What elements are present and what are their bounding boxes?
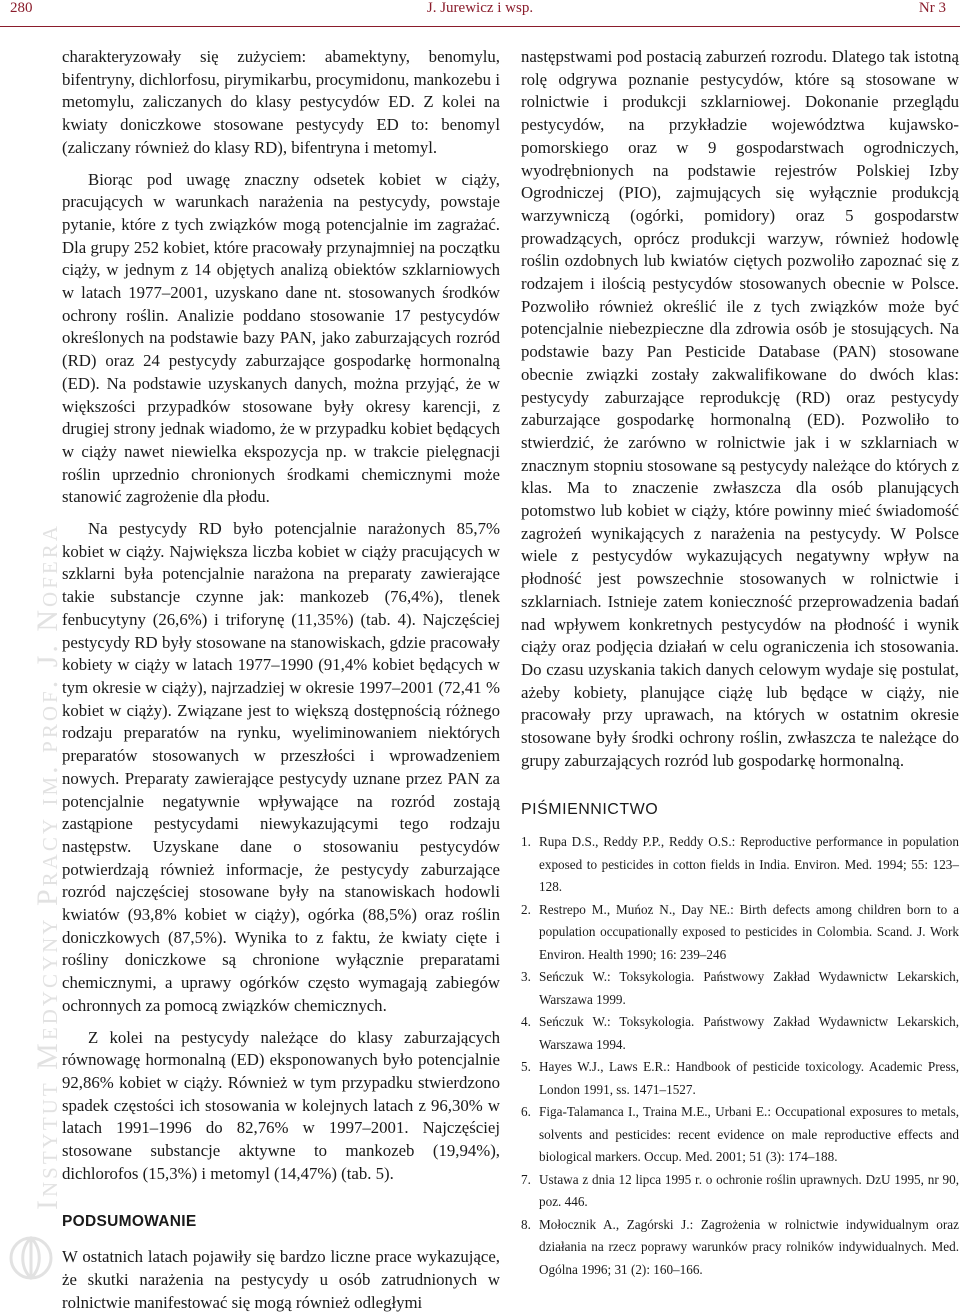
reference-item [521,1011,959,1056]
reference-number: 2. [521,901,531,917]
reference-text: Rupa D.S., Reddy P.P., Reddy O.S.: Reproductive performance in population exposed to pesticides in cotton fields in India. Environ. Med. 1994; 55: 123–128. [539,834,959,895]
watermark-text: Instytut Medycyny Pracy im. prof. J. Nofera [31,523,64,1210]
header-rule [0,26,960,27]
reference-number: 6. [521,1104,531,1120]
page-header [0,0,960,34]
left-column [62,46,500,1314]
reference-item [521,899,959,967]
reference-text: Figa-Talamanca I., Traina M.E., Urbani E.: Occupational exposures to metals, solvents and pesticides: recent evidence on male reproductive effects and biological markers. Occup. Med. 2001; 51 (3): 174–188. [539,1104,959,1165]
sidebar-watermark [8,523,64,1210]
reference-list [521,831,959,1281]
institute-logo-icon [6,1212,56,1282]
reference-number: 1. [521,834,531,850]
reference-number: 5. [521,1059,531,1075]
reference-text: Ustawa z dnia 12 lipca 1995 r. o ochronie roślin uprawnych. DzU 1995, nr 90, poz. 446. [539,1171,959,1210]
paragraph: Na pestycydy RD było potencjalnie narażonych 85,7% kobiet w ciąży. Największa liczba kobiet w ciąży pracujących w szklarni była potencjalnie narażona na preparaty zawierające takie substancje czynne jak: mankozeb (76,4%), tlenek fenbucytyny (26,6%) i triforynę (11,35%) (tab. 4). Najczęściej pestycydy RD były stosowane na stanowiskach, gdzie pracowały kobiety w ciąży w latach 1977–1990 (91,4% kobiet będących w tym okresie w ciąży), najrzadziej w okresie 1997–2001 (72,41 % kobiet w ciąży). Związane jest to większą dostępnością różnego rodzaju preparatów na rynku, wyeliminowaniem niektórych preparatów stosowanych w przeszłości i wprowadzeniem nowych. Preparaty zawierające pestycydy uznane przez PAN za potencjalnie negatywnie wpływające na rozród zostają zastąpione pestycydami niewykazującymi tego rodzaju następstw. Uzyskane dane o stosowaniu pestycydów potwierdzają również informacje, że pestycydy zaburzające rozród najczęściej stosowane były na stanowiskach hodowli kwiatów (93,8% kobiet w ciąży), ogórka (88,5%) oraz roślin doniczkowych (87,5%). Wynika to z faktu, że kwiaty cięte i rośliny doniczkowe są chronione wyłącznie preparatami chemicznymi, a uprawy ogórków często wymagają zabiegów ochronnych za pomocą związków chemicznych. [62,519,500,1015]
section-heading-summary: PODSUMOWANIE [62,1213,197,1231]
page-number: 280 [10,0,33,16]
section-heading-references: PIŚMIENNICTWO [521,800,659,818]
paragraph: W ostatnich latach pojawiły się bardzo liczne prace wykazujące, że skutki narażenia na pestycydy u osób zatrudnionych w rolnictwie manifestować się mogą również odległymi [62,1247,500,1312]
reference-item [521,1214,959,1282]
paragraph: następstwami pod postacią zaburzeń rozrodu. Dlatego tak istotną rolę odgrywa poznanie pestycydów, które są stosowane w rolnictwie i produkcji szklarniowej. Dokonanie przeglądu pestycydów, na przykładzie województwa kujawsko-pomorskiego oraz w 9 gospodarstwach ogrodniczych, wyodrębnionych na podstawie rejestrów Polskiej Izby Ogrodniczej (PIO), zajmujących się wyłącznie produkcją warzywniczą (ogórki, pomidory) oraz 5 gospodarstw prowadzących, oprócz produkcji warzyw, również hodowlę roślin ozdobnych lub kwiatów ciętych pozwoliło zapoznać się z rodzajem i ilością pestycydów stosowanych obecnie w Polsce. Pozwoliło również określić ile z tych związków może być potencjalnie niebezpieczne dla zdrowia osób je stosujących. Na podstawie bazy Pan Pesticide Database (PAN) stosowane obecnie związki zostały zakwalifikowane do dwóch klas: pestycydy zaburzające reprodukcję (RD) oraz pestycydy zaburzające gospodarkę hormonalną (ED). Pozwoliło to stwierdzić, że zarówno w rolnictwie jak i w szklarniach w znacznym stopniu stosowane są pestycydy należące do których z klas. Ma to znaczenie zwłaszcza dla osób planujących potomstwo lub kobiet w ciąży, które powinny mieć świadomość zagrożeń wynikających z narażenia na pestycydy. W Polsce wiele z pestycydów wykazujących negatywny wpływ na płodność jest powszechnie stosowanych w rolnictwie i szklarniach. Istnieje zatem konieczność przeprowadzenia badań nad wpływem konkretnych pestycydów na płodność i wynik ciąży oraz podjęcia działań w celu ograniczenia ich stosowania. Do czasu uzyskania takich danych celowym wydaje się postulat, ażeby kobiety, planujące ciążę lub będące w ciąży, nie pracowały przy uprawach, na których w ostatnim okresie stosowane były środki ochrony roślin, zwłaszcza te należące do grupy zaburzających rozród lub gospodarkę hormonalną. [521,47,959,770]
reference-text: Mołocznik A., Zagórski J.: Zagrożenia w rolnictwie indywidualnym oraz działania na rzecz poprawy warunków pracy rolników indywidualnych. Med. Ogólna 1996; 31 (2): 160–166. [539,1216,959,1277]
paragraph: charakteryzowały się zużyciem: abamektyny, benomylu, bifentryny, dichlorfosu, pirymikarbu, procymidonu, mankozebu i metomylu, zaliczanych do klasy pestycydów ED. Z kolei na kwiaty doniczkowe stosowane pestycydy ED to: benomyl (zaliczany również do klasy RD), bifentryna i metomyl. [62,47,500,157]
reference-number: 7. [521,1171,531,1187]
reference-text: Seńczuk W.: Toksykologia. Państwowy Zakład Wydawnictw Lekarskich, Warszawa 1999. [539,969,959,1007]
paragraph: Z kolei na pestycydy należące do klasy zaburzających równowagę hormonalną (ED) eksponowanych było potencjalnie 92,86% kobiet w ciąży. Również w tym przypadku stwierdzono spadek częstości ich stosowania w kolejnych latach z 96,30% w latach 1991–1996 do 82,76% w 1997–2001. Najczęściej stosowane substancje aktywne to mankozeb (19,94%), dichlorofos (15,3%) i metomyl (14,47%) (tab. 5). [62,1027,500,1183]
reference-item [521,1169,959,1214]
reference-item [521,966,959,1011]
reference-item [521,1056,959,1101]
reference-number: 3. [521,969,531,985]
reference-number: 4. [521,1014,531,1030]
reference-text: Restrepo M., Muńoz N., Day NE.: Birth defects among children born to a population occupationally exposed to pesticides in Colombia. Scand. J. Work Environ. Health 1990; 16: 239–246 [539,901,959,962]
running-authors: J. Jurewicz i wsp. [426,0,534,16]
reference-item [521,831,959,899]
right-column [521,46,959,1281]
reference-item [521,1101,959,1169]
paragraph: Biorąc pod uwagę znaczny odsetek kobiet w ciąży, pracujących w warunkach narażenia na pestycydy, powstaje pytanie, które z tych związków mogą potencjalnie im zagrażać. Dla grupy 252 kobiet, które pracowały przynajmniej na początku ciąży, w jednym z 14 objętych analizą obiektów szklarniowych w latach 1977–2001, uzyskano dane nt. stosowanych środków ochrony roślin. Analizie poddano stosowanie 17 pestycydów określonych na podstawie bazy PAN, jako zaburzających rozród (RD) oraz 24 pestycydy zaburzające gospodarkę hormonalną (ED). Na podstawie uzyskanych danych, można przyjąć, że w większości przypadków stosowane były okresy karencji, z drugiej strony jednak wiadomo, że w przypadku kobiet będących w ciąży nawet niewielka ekspozycja np. w trakcie pielęgnacji roślin uprzednio chronionych środkami chemicznymi może stanowić zagrożenie dla płodu. [62,169,500,507]
reference-number: 8. [521,1216,531,1232]
issue-number: Nr 3 [918,0,946,16]
reference-text: Hayes W.J., Laws E.R.: Handbook of pesticide toxicology. Academic Press, London 1991, ss. 1471–1527. [539,1059,959,1097]
reference-text: Seńczuk W.: Toksykologia. Państwowy Zakład Wydawnictw Lekarskich, Warszawa 1994. [539,1014,959,1052]
